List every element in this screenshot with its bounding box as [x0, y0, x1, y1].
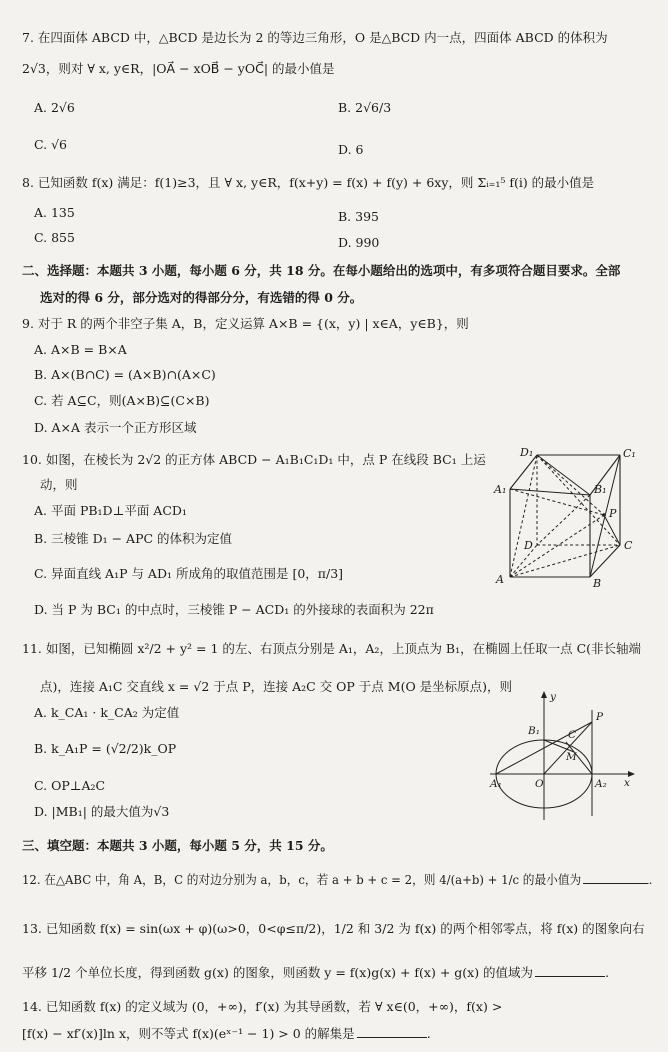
q7-stem-line2: 2√3，则对 ∀ x, y∈R，|OA⃗ − xOB⃗ − yOC⃗| 的最小值是 — [22, 61, 335, 76]
q13-stem-line2: 平移 1/2 个单位长度，得到函数 g(x) 的图象，则函数 y = f(x)g(x) + f(x) + g(x) 的值域为 — [22, 965, 534, 980]
label-C1: C₁ — [623, 447, 636, 460]
section2-heading-line1: 二、选择题：本题共 3 小题，每小题 6 分，共 18 分。在每小题给出的选项中，有多项符合题目要求。全部 — [22, 263, 621, 278]
q10-option-b: B. 三棱锥 D₁ − APC 的体积为定值 — [34, 531, 233, 546]
q7-option-d: D. 6 — [338, 142, 364, 157]
q11-option-b: B. k_A₁P = (√2/2)k_OP — [34, 741, 177, 756]
label-O: O — [535, 778, 544, 790]
label-B1: B₁ — [594, 483, 607, 496]
q8-option-d: D. 990 — [338, 235, 380, 250]
label-x: x — [624, 777, 630, 789]
q11-option-d: D. |MB₁| 的最大值为√3 — [34, 804, 170, 819]
label-D1: D₁ — [520, 446, 534, 459]
label-y: y — [550, 691, 556, 703]
q7-option-b: B. 2√6/3 — [338, 100, 392, 115]
label-P: P — [596, 711, 604, 723]
q10-option-c: C. 异面直线 A₁P 与 AD₁ 所成角的取值范围是 [0，π/3] — [34, 566, 344, 581]
q9-option-b: B. A×(B∩C) = (A×B)∩(A×C) — [34, 367, 216, 382]
q12-line: 12. 在△ABC 中，角 A，B，C 的对边分别为 a，b，c，若 a + b + c = 2，则 4/(a+b) + 1/c 的最小值为 . — [22, 872, 653, 887]
q11-option-c: C. OP⊥A₂C — [34, 778, 106, 793]
q10-option-d: D. 当 P 为 BC₁ 的中点时，三棱锥 P − ACD₁ 的外接球的表面积为 22π — [34, 602, 434, 617]
q14-answer-blank[interactable] — [357, 1025, 427, 1038]
label-C: C — [568, 729, 577, 741]
q13-stem-line1: 13. 已知函数 f(x) = sin(ωx + φ)(ω>0，0<φ≤π/2)，1/2 和 3/2 为 f(x) 的两个相邻零点，将 f(x) 的图象向右 — [22, 921, 645, 936]
label-C: C — [624, 539, 633, 552]
q8-stem: 8. 已知函数 f(x) 满足：f(1)≥3，且 ∀ x, y∈R，f(x+y) = f(x) + f(y) + 6xy，则 Σᵢ₌₁⁵ f(i) 的最小值是 — [22, 175, 595, 190]
q7-option-c: C. √6 — [34, 137, 67, 152]
q10-stem-line2: 动，则 — [40, 477, 78, 492]
cube-figure — [492, 445, 642, 593]
q14-stem-line2: [f(x) − xf′(x)]ln x，则不等式 f(x)(eˣ⁻¹ − 1) > 0 的解集是 — [22, 1026, 355, 1041]
q9-option-d: D. A×A 表示一个正方形区域 — [34, 420, 197, 435]
label-A2: A₂ — [595, 778, 607, 790]
q9-option-a: A. A×B = B×A — [34, 342, 127, 357]
q13-answer-blank[interactable] — [535, 964, 605, 977]
q8-option-b: B. 395 — [338, 209, 379, 224]
q7-stem-line1: 7. 在四面体 ABCD 中，△BCD 是边长为 2 的等边三角形，O 是△BCD 内一点，四面体 ABCD 的体积为 — [22, 30, 608, 45]
q9-option-c: C. 若 A⊆C，则(A×B)⊆(C×B) — [34, 393, 210, 408]
label-M: M — [566, 751, 577, 763]
label-D: D — [524, 539, 533, 552]
y-arrow — [541, 691, 547, 698]
section3-heading: 三、填空题：本题共 3 小题，每小题 5 分，共 15 分。 — [22, 838, 333, 853]
label-A: A — [496, 573, 504, 586]
point-P — [602, 513, 606, 517]
q10-stem-line1: 10. 如图，在棱长为 2√2 的正方体 ABCD − A₁B₁C₁D₁ 中，点 P 在线段 BC₁ 上运 — [22, 452, 486, 467]
line-D1B1 — [537, 455, 590, 495]
q10-option-a: A. 平面 PB₁D⊥平面 ACD₁ — [34, 503, 187, 518]
label-A1: A₁ — [490, 778, 502, 790]
label-B: B — [593, 577, 602, 590]
section2-heading-line2: 选对的得 6 分，部分选对的得部分分，有选错的得 0 分。 — [40, 290, 363, 305]
ellipse-figure — [488, 688, 636, 826]
diag-AD1 — [510, 455, 537, 577]
q11-stem-line2: 点)，连接 A₁C 交直线 x = √2 于点 P，连接 A₂C 交 OP 于点 M(O 是坐标原点)，则 — [40, 679, 513, 694]
q11-stem-line1: 11. 如图，已知椭圆 x²/2 + y² = 1 的左、右顶点分别是 A₁，A₂，上顶点为 B₁，在椭圆上任取一点 C(非长轴端 — [22, 641, 642, 656]
q14-line2: [f(x) − xf′(x)]ln x，则不等式 f(x)(eˣ⁻¹ − 1) > 0 的解集是 . — [22, 1026, 431, 1041]
label-B1: B₁ — [528, 725, 540, 737]
q9-stem: 9. 对于 R 的两个非空子集 A，B，定义运算 A×B = {(x，y) | x∈A，y∈B}，则 — [22, 316, 469, 331]
label-A1: A₁ — [494, 483, 507, 496]
q12-answer-blank[interactable] — [583, 871, 648, 884]
edge-BC — [590, 545, 620, 577]
line-B1D — [537, 495, 590, 545]
q12-stem: 12. 在△ABC 中，角 A，B，C 的对边分别为 a，b，c，若 a + b + c = 2，则 4/(a+b) + 1/c 的最小值为 — [22, 872, 582, 887]
q13-line2: 平移 1/2 个单位长度，得到函数 g(x) 的图象，则函数 y = f(x)g(x) + f(x) + g(x) 的值域为 . — [22, 965, 610, 980]
q8-option-a: A. 135 — [34, 205, 75, 220]
q14-stem-line1: 14. 已知函数 f(x) 的定义域为 (0，+∞)，f′(x) 为其导函数，若 ∀ x∈(0，+∞)，f(x) > — [22, 999, 503, 1014]
q7-option-a: A. 2√6 — [34, 100, 75, 115]
q11-option-a: A. k_CA₁ · k_CA₂ 为定值 — [34, 705, 180, 720]
label-P: P — [609, 507, 617, 520]
q8-option-c: C. 855 — [34, 230, 75, 245]
